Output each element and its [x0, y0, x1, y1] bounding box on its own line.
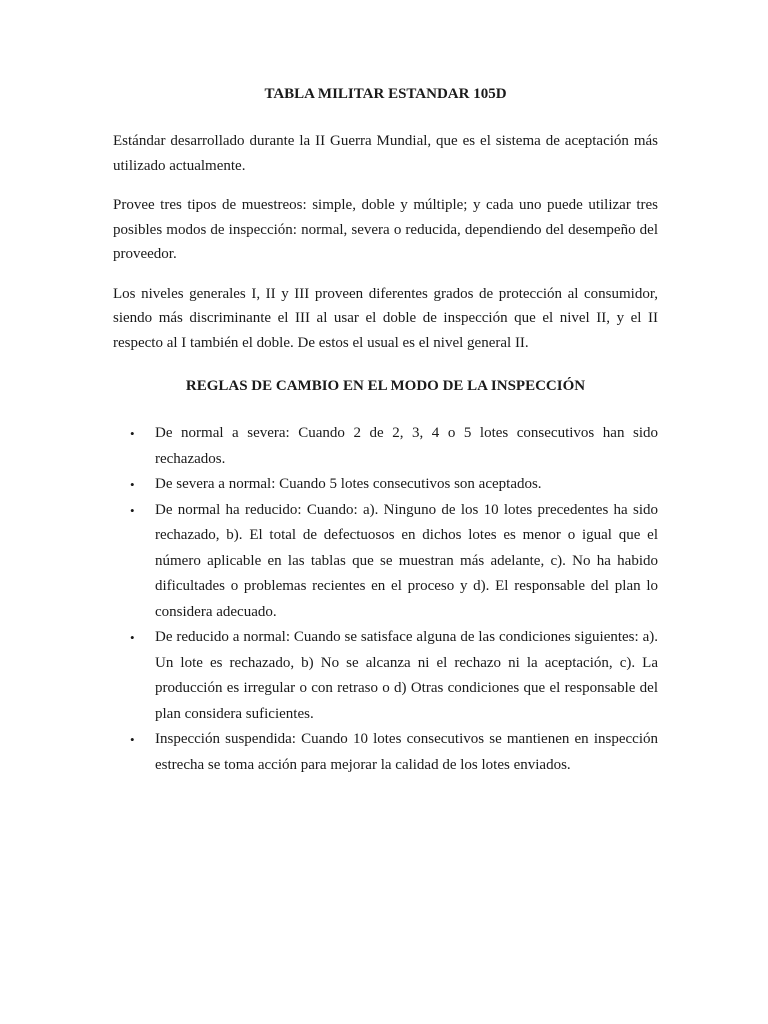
document-page: [113, 82, 658, 778]
rule-text: De normal a severa: Cuando 2 de 2, 3, 4 o 5 lotes consecutivos han sido rechazados.: [155, 425, 658, 467]
document-title: TABLA MILITAR ESTANDAR 105D: [264, 86, 507, 102]
list-item: [113, 727, 658, 778]
rule-text: De reducido a normal: Cuando se satisface alguna de las condiciones siguientes: a). Un lote es rechazado, b) No se alcanza ni el rechazo ni la aceptación, c). La producción es irregular o con retraso o d) Otras condiciones que el responsable del plan considera suficientes.: [155, 629, 658, 722]
bullet-icon: •: [130, 477, 135, 492]
rule-text: Inspección suspendida: Cuando 10 lotes consecutivos se mantienen en inspección estrecha se toma acción para mejorar la calidad de los lotes enviados.: [155, 731, 658, 773]
list-item: [113, 421, 658, 472]
section-title: REGLAS DE CAMBIO EN EL MODO DE LA INSPECCIÓN: [185, 378, 586, 394]
bullet-icon: •: [130, 426, 135, 441]
list-item: [113, 472, 658, 498]
bullet-icon: •: [130, 630, 135, 645]
rule-text: De severa a normal: Cuando 5 lotes consecutivos son aceptados.: [155, 476, 542, 492]
paragraph-intro: Estándar desarrollado durante la II Guerra Mundial, que es el sistema de aceptación más utilizado actualmente.: [113, 133, 658, 174]
paragraph-sampling-types: Provee tres tipos de muestreos: simple, doble y múltiple; y cada uno puede utilizar tres posibles modos de inspección: normal, severa o reducida, dependiendo del desempeño del proveedor.: [113, 197, 658, 262]
list-item: [113, 498, 658, 626]
rules-list: [113, 421, 658, 778]
bullet-icon: •: [130, 502, 135, 518]
paragraph-inspection-levels: Los niveles generales I, II y III proveen diferentes grados de protección al consumidor, siendo más discriminante el III al usar el doble de inspección que el nivel II, y el II respecto al I también el doble. De estos el usual es el nivel general II.: [113, 285, 658, 351]
rule-text: De normal ha reducido: Cuando: a). Ninguno de los 10 lotes precedentes ha sido rechazado, b). El total de defectuosos en dichos lotes es menor o igual que el número aplicable en las tablas que se muestran más adelante, c). No ha habido dificultades o problemas recientes en el proceso y d). El responsable del plan lo considera adecuado.: [155, 501, 658, 620]
bullet-icon: •: [130, 732, 135, 747]
list-item: [113, 625, 658, 727]
